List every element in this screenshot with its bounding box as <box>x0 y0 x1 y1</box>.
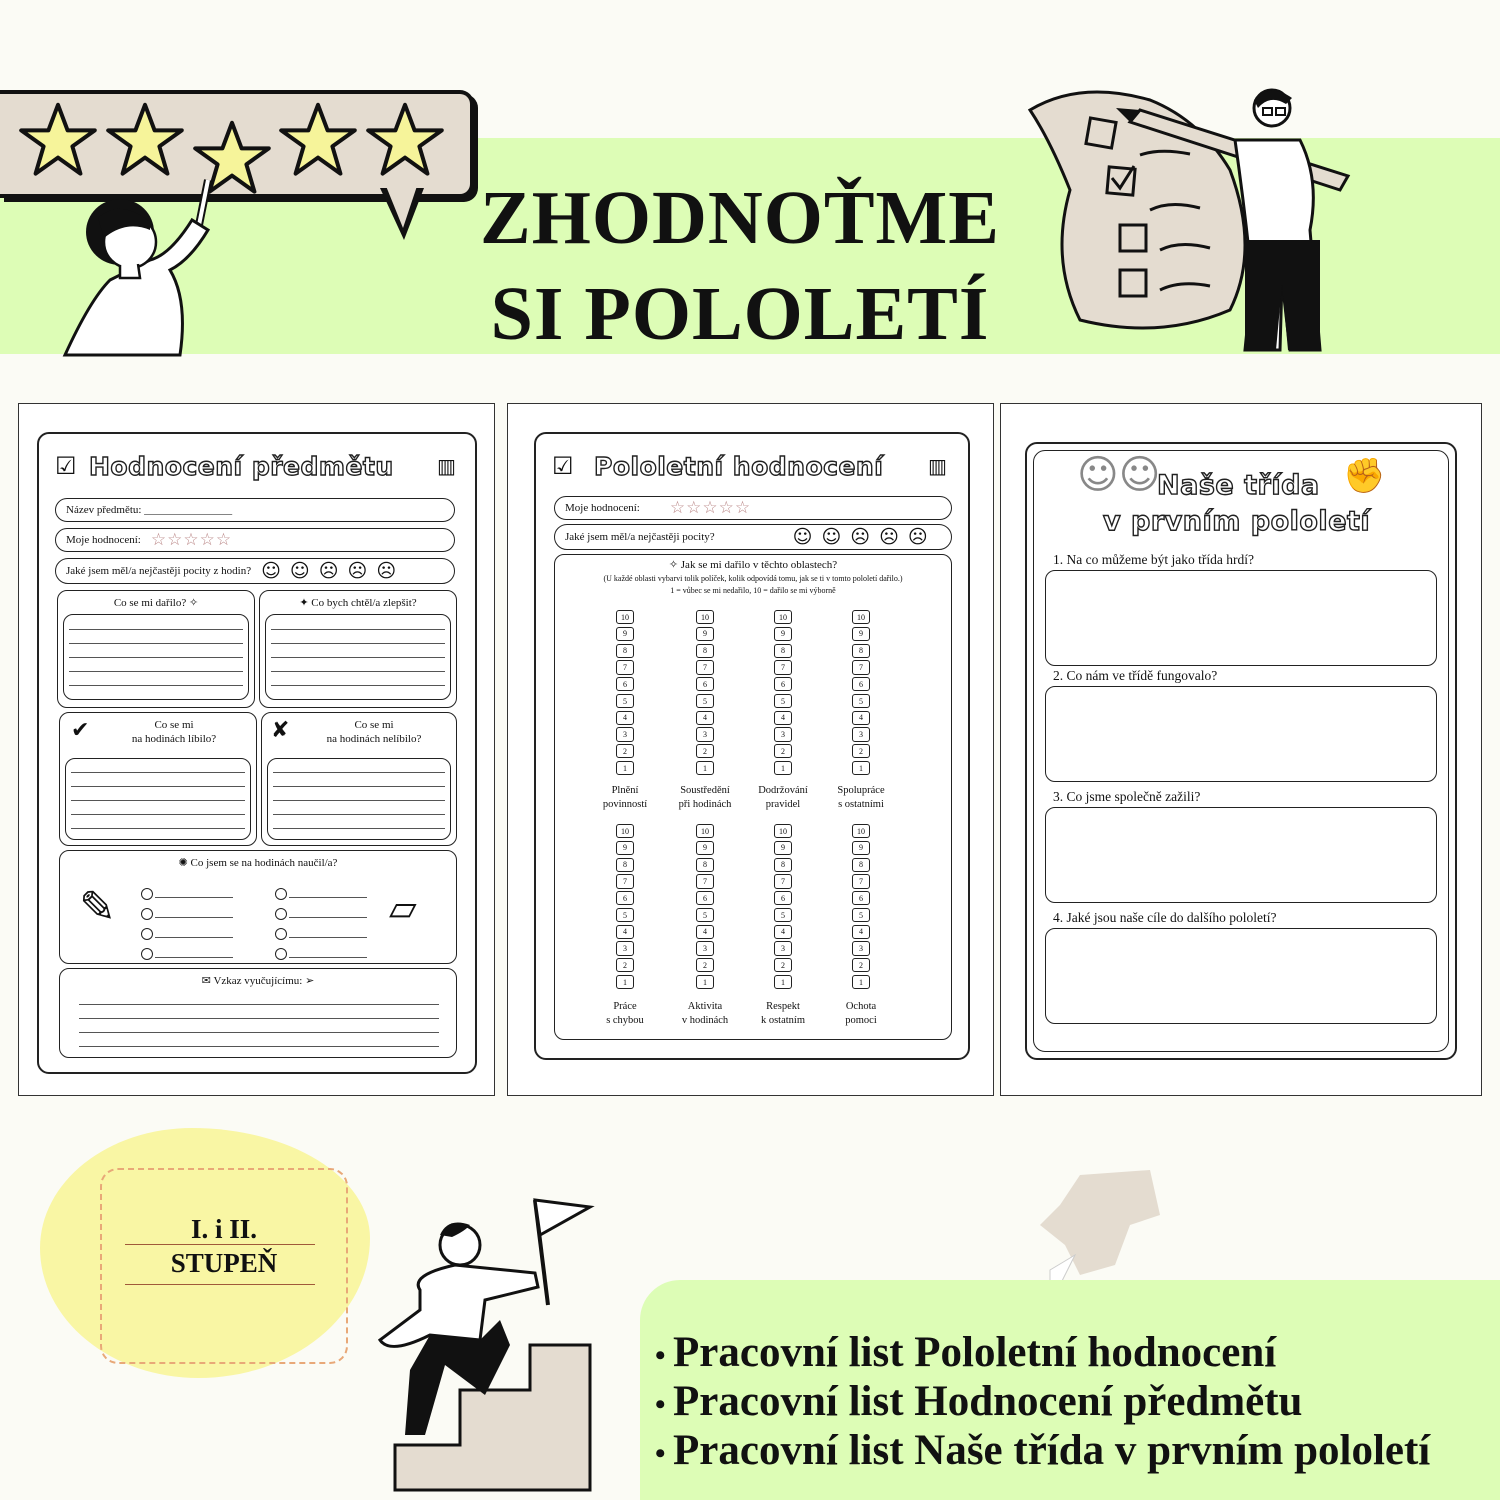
scale-cell[interactable]: 7 <box>774 660 792 674</box>
rating-scale <box>696 610 714 775</box>
feelings-field[interactable] <box>554 524 952 550</box>
scale-cell[interactable]: 6 <box>616 677 634 691</box>
page-title <box>470 170 1010 362</box>
write-line <box>271 657 445 658</box>
area-label-line1: Dodržování <box>758 785 808 796</box>
improve-label <box>259 596 457 609</box>
bullet-circle[interactable] <box>141 888 153 900</box>
scale-cell[interactable]: 5 <box>852 908 870 922</box>
scale-cell[interactable]: 9 <box>696 841 714 855</box>
scale-cell[interactable]: 8 <box>616 644 634 658</box>
rating-stars-row[interactable]: ☆☆☆☆☆ <box>669 498 752 518</box>
scale-cell[interactable]: 4 <box>852 711 870 725</box>
write-line <box>289 957 367 958</box>
scale-cell[interactable]: 8 <box>696 644 714 658</box>
feeling-face-icon[interactable]: ☺ <box>821 526 842 548</box>
contents-item: • Pracovní list Pololetní hodnocení <box>655 1330 1495 1379</box>
scale-cell[interactable]: 7 <box>616 660 634 674</box>
group-of-people-icon: ☺☺ <box>1077 452 1161 498</box>
area-label-line1: Plnění <box>611 785 639 796</box>
scale-cell[interactable]: 5 <box>774 908 792 922</box>
bullet-circle[interactable] <box>141 948 153 960</box>
scale-cell[interactable]: 10 <box>852 824 870 838</box>
contents-list <box>655 1330 1495 1477</box>
area-label-line2: s chybou <box>606 1015 644 1026</box>
title-line-1: ZHODNOŤME <box>480 176 1000 260</box>
scale-cell[interactable]: 9 <box>774 627 792 641</box>
feeling-face-icon[interactable]: ☹ <box>879 526 899 548</box>
scale-cell[interactable]: 1 <box>852 975 870 989</box>
scale-cell[interactable]: 4 <box>774 711 792 725</box>
area-label <box>816 784 906 812</box>
stage-rule-top <box>125 1244 315 1245</box>
scale-cell[interactable]: 1 <box>616 761 634 775</box>
write-line <box>155 917 233 918</box>
sheet1-title: Hodnocení předmětu <box>89 452 394 481</box>
scale-cell[interactable]: 10 <box>616 824 634 838</box>
scale-cell[interactable]: 8 <box>696 858 714 872</box>
burst-icon: ✺ <box>178 857 191 869</box>
stage-line-1: I. i II. <box>190 1214 258 1244</box>
rating-scale <box>774 610 792 775</box>
area-label <box>580 784 670 812</box>
scale-cell[interactable]: 2 <box>696 958 714 972</box>
scale-cell[interactable]: 4 <box>774 925 792 939</box>
rating-scale <box>696 824 714 989</box>
feelings-label: Jaké jsem měl/a nejčastěji pocity z hodin? <box>66 565 252 577</box>
pencil-icon: ✎ <box>79 882 116 933</box>
scale-cell[interactable]: 4 <box>696 711 714 725</box>
checklist-person-illustration <box>1020 80 1380 360</box>
scale-cell[interactable]: 6 <box>774 677 792 691</box>
learned-label <box>59 856 457 869</box>
scale-cell[interactable]: 6 <box>696 891 714 905</box>
improve-text: Co bych chtěl/a zlepšit? <box>311 597 417 609</box>
write-line <box>71 800 245 801</box>
scale-cell[interactable]: 8 <box>774 858 792 872</box>
cross-icon: ✘ <box>271 718 290 743</box>
scale-cell[interactable]: 2 <box>616 958 634 972</box>
write-line <box>71 828 245 829</box>
feeling-face-icon[interactable]: ☹ <box>347 560 368 582</box>
subject-name-field[interactable] <box>55 498 455 522</box>
rating-label: Moje hodnocení: <box>66 534 141 546</box>
scale-cell[interactable]: 2 <box>774 958 792 972</box>
rating-scale <box>616 824 634 989</box>
scale-cell[interactable]: 1 <box>696 975 714 989</box>
liked-line1: Co se mi <box>154 719 194 731</box>
write-line <box>71 814 245 815</box>
write-line <box>289 917 367 918</box>
scale-cell[interactable]: 2 <box>852 958 870 972</box>
feeling-faces[interactable] <box>261 560 396 582</box>
stage-badge <box>125 1212 323 1280</box>
my-rating-field[interactable] <box>55 528 455 552</box>
scale-cell[interactable]: 3 <box>616 727 634 741</box>
scale-cell[interactable]: 10 <box>774 610 792 624</box>
scale-cell[interactable]: 7 <box>696 874 714 888</box>
question-label: 2. Co nám ve třídě fungovalo? <box>1053 668 1218 683</box>
scale-cell[interactable]: 10 <box>616 610 634 624</box>
disliked-line2: na hodinách nelíbilo? <box>326 733 422 745</box>
bullet-circle[interactable] <box>275 948 287 960</box>
area-label-line2: pomoci <box>845 1015 877 1026</box>
feelings-label: Jaké jsem měl/a nejčastěji pocity? <box>565 531 715 543</box>
bullet-circle[interactable] <box>141 908 153 920</box>
check-icon: ✔ <box>71 718 90 743</box>
scale-cell[interactable]: 1 <box>696 761 714 775</box>
answer-box[interactable] <box>1045 570 1437 666</box>
scale-cell[interactable]: 7 <box>852 874 870 888</box>
rating-stars-row[interactable]: ☆☆☆☆☆ <box>150 530 233 550</box>
chart-icon: ▥ <box>928 454 947 478</box>
title-line-2: SI POLOLETÍ <box>490 272 990 356</box>
scale-cell[interactable]: 10 <box>696 824 714 838</box>
areas-instruction: (U každé oblasti vybarvi tolik políček, kolik odpovídá tomu, jak se ti v tomto pololetí dařilo.) <box>603 574 903 583</box>
scale-cell[interactable]: 2 <box>616 744 634 758</box>
question-label: 3. Co jsme společně zažili? <box>1053 789 1201 804</box>
write-line <box>271 671 445 672</box>
answer-box[interactable] <box>1045 686 1437 782</box>
scale-cell[interactable]: 3 <box>774 727 792 741</box>
rating-scale <box>616 610 634 775</box>
areas-title-text: Jak se mi dařilo v těchto oblastech? <box>680 559 838 571</box>
write-line <box>155 897 233 898</box>
checklist-icon: ☑ <box>55 452 77 480</box>
write-line <box>79 1004 439 1005</box>
area-label-line1: Spolupráce <box>837 785 885 796</box>
bullet-circle[interactable] <box>275 888 287 900</box>
bullet-circle[interactable] <box>275 928 287 940</box>
area-label-line2: s ostatními <box>838 799 884 810</box>
climbing-person-illustration <box>370 1195 600 1495</box>
write-line <box>271 629 445 630</box>
scale-cell[interactable]: 3 <box>774 941 792 955</box>
scale-cell[interactable]: 6 <box>616 891 634 905</box>
scale-cell[interactable]: 2 <box>774 744 792 758</box>
scale-cell[interactable]: 9 <box>616 841 634 855</box>
area-label-line1: Soustředění <box>680 785 730 796</box>
write-line <box>69 629 243 630</box>
sparkle-icon: ✧ <box>668 559 681 571</box>
feeling-face-icon[interactable]: ☹ <box>850 526 871 548</box>
scale-cell[interactable]: 5 <box>774 694 792 708</box>
rating-scale <box>774 824 792 989</box>
write-line <box>69 671 243 672</box>
bullet-circle[interactable] <box>275 908 287 920</box>
scale-cell[interactable]: 6 <box>852 891 870 905</box>
contents-item: • Pracovní list Naše třída v prvním pololetí <box>655 1428 1495 1477</box>
feelings-field[interactable] <box>55 558 455 584</box>
area-label-line1: Respekt <box>766 1001 800 1012</box>
sparkle-icon: ✧ <box>188 597 199 609</box>
bubble-tail-fill <box>386 186 417 228</box>
areas-title <box>554 558 952 571</box>
scale-cell[interactable]: 10 <box>696 610 714 624</box>
write-line <box>273 786 445 787</box>
feeling-face-icon[interactable]: ☹ <box>907 526 928 548</box>
feeling-face-icon[interactable]: ☹ <box>376 560 397 582</box>
feeling-face-icon[interactable]: ☹ <box>318 560 339 582</box>
write-line <box>155 957 233 958</box>
subject-label: Název předmětu: ________________ <box>66 504 233 516</box>
star-icon: ✦ <box>299 597 312 609</box>
scale-cell[interactable]: 9 <box>852 627 870 641</box>
scale-cell[interactable]: 9 <box>696 627 714 641</box>
scale-cell[interactable]: 4 <box>696 925 714 939</box>
bullet-circle[interactable] <box>141 928 153 940</box>
question-label: 1. Na co můžeme být jako třída hrdí? <box>1053 552 1254 567</box>
write-line <box>79 1032 439 1033</box>
write-line <box>79 1046 439 1047</box>
answer-box[interactable] <box>1045 928 1437 1024</box>
paper-plane-icon: ➢ <box>302 975 315 987</box>
write-line <box>69 643 243 644</box>
scale-cell[interactable]: 3 <box>696 941 714 955</box>
area-label-line1: Práce <box>613 1001 637 1012</box>
worksheet-hodnoceni-predmetu <box>18 403 495 1096</box>
write-line <box>289 897 367 898</box>
feeling-face-icon[interactable]: ☺ <box>792 526 813 548</box>
area-label <box>816 1000 906 1028</box>
area-label-line2: povinností <box>602 799 648 810</box>
area-label-line2: k ostatním <box>760 1015 806 1026</box>
scale-cell[interactable]: 3 <box>696 727 714 741</box>
worksheet-nase-trida <box>1000 403 1482 1096</box>
scale-cell[interactable]: 5 <box>616 908 634 922</box>
header-star-icon <box>365 100 445 180</box>
scale-cell[interactable]: 10 <box>774 824 792 838</box>
scale-cell[interactable]: 1 <box>774 761 792 775</box>
write-line <box>273 828 445 829</box>
scale-cell[interactable]: 7 <box>852 660 870 674</box>
write-line <box>289 937 367 938</box>
scale-cell[interactable]: 7 <box>696 660 714 674</box>
header-star-icon <box>278 100 358 180</box>
learned-text: Co jsem se na hodinách naučil/a? <box>190 857 338 869</box>
scale-cell[interactable]: 9 <box>852 841 870 855</box>
feeling-faces[interactable] <box>793 526 928 548</box>
area-label <box>738 1000 828 1028</box>
area-label-line1: Aktivita <box>687 1001 723 1012</box>
checklist-icon: ☑ <box>552 452 574 480</box>
scale-cell[interactable]: 7 <box>774 874 792 888</box>
person-rating-illustration <box>50 160 250 360</box>
write-line <box>79 1018 439 1019</box>
disliked-label <box>299 718 449 746</box>
worksheet-pololetni-hodnoceni <box>507 403 994 1096</box>
scale-cell[interactable]: 3 <box>852 941 870 955</box>
area-label <box>660 1000 750 1028</box>
scale-cell[interactable]: 9 <box>774 841 792 855</box>
scale-cell[interactable]: 10 <box>852 610 870 624</box>
scale-cell[interactable]: 6 <box>696 677 714 691</box>
scale-cell[interactable]: 9 <box>616 627 634 641</box>
went-well-text: Co se mi dařilo? <box>113 597 187 609</box>
rating-scale <box>852 824 870 989</box>
scale-cell[interactable]: 8 <box>852 858 870 872</box>
feeling-face-icon[interactable]: ☺ <box>261 560 281 582</box>
sheet3-title-line2: v prvním pololetí <box>1103 506 1371 537</box>
liked-label <box>99 718 249 746</box>
scale-cell[interactable]: 8 <box>852 644 870 658</box>
area-label <box>660 784 750 812</box>
scale-cell[interactable]: 2 <box>696 744 714 758</box>
scale-cell[interactable]: 4 <box>852 925 870 939</box>
area-label <box>738 784 828 812</box>
write-line <box>273 800 445 801</box>
scale-cell[interactable]: 2 <box>852 744 870 758</box>
scale-cell[interactable]: 1 <box>852 761 870 775</box>
contents-item: • Pracovní list Hodnocení předmětu <box>655 1379 1495 1428</box>
scale-cell[interactable]: 4 <box>616 925 634 939</box>
area-label-line2: při hodinách <box>678 799 732 810</box>
scale-cell[interactable]: 6 <box>774 891 792 905</box>
write-line <box>71 786 245 787</box>
scale-cell[interactable]: 5 <box>696 908 714 922</box>
feeling-face-icon[interactable]: ☺ <box>289 560 310 582</box>
write-line <box>273 814 445 815</box>
area-label-line1: Ochota <box>845 1001 877 1012</box>
went-well-label <box>57 596 255 609</box>
disliked-line1: Co se mi <box>354 719 394 731</box>
write-line <box>155 937 233 938</box>
handshake-icon: ✊ <box>1343 456 1386 496</box>
scale-cell[interactable]: 5 <box>852 694 870 708</box>
scale-cell[interactable]: 4 <box>616 711 634 725</box>
question-label: 4. Jaké jsou naše cíle do dalšího pololetí? <box>1053 910 1277 925</box>
scale-cell[interactable]: 1 <box>616 975 634 989</box>
message-label <box>59 974 457 987</box>
scale-cell[interactable]: 5 <box>696 694 714 708</box>
sheet2-title: Pololetní hodnocení <box>594 452 884 481</box>
message-text: Vzkaz vyučujícímu: <box>213 975 303 987</box>
my-rating-field[interactable] <box>554 496 952 520</box>
area-label-line2: v hodinách <box>681 1015 729 1026</box>
write-line <box>273 772 445 773</box>
scale-cell[interactable]: 3 <box>852 727 870 741</box>
write-line <box>69 657 243 658</box>
scale-cell[interactable]: 1 <box>774 975 792 989</box>
write-line <box>69 685 243 686</box>
envelope-icon: ✉ <box>201 975 214 987</box>
liked-line2: na hodinách líbilo? <box>131 733 217 745</box>
scale-cell[interactable]: 6 <box>852 677 870 691</box>
rating-scale <box>852 610 870 775</box>
scale-cell[interactable]: 8 <box>774 644 792 658</box>
write-line <box>71 772 245 773</box>
scale-cell[interactable]: 3 <box>616 941 634 955</box>
area-label <box>580 1000 670 1028</box>
stage-line-2: STUPEŇ <box>170 1248 278 1278</box>
answer-box[interactable] <box>1045 807 1437 903</box>
write-line <box>271 685 445 686</box>
chart-icon: ▥ <box>437 454 456 478</box>
scale-note: 1 = vůbec se mi nedařilo, 10 = dařilo se mi výborně <box>670 586 836 595</box>
stage-rule-bottom <box>125 1284 315 1285</box>
scale-cell[interactable]: 5 <box>616 694 634 708</box>
area-label-line2: pravidel <box>765 799 801 810</box>
scale-cell[interactable]: 8 <box>616 858 634 872</box>
scale-cell[interactable]: 7 <box>616 874 634 888</box>
book-icon: ▱ <box>389 888 417 929</box>
sheet3-title-line1: Naše třída <box>1157 470 1320 501</box>
rating-label: Moje hodnocení: <box>565 502 640 514</box>
write-line <box>271 643 445 644</box>
